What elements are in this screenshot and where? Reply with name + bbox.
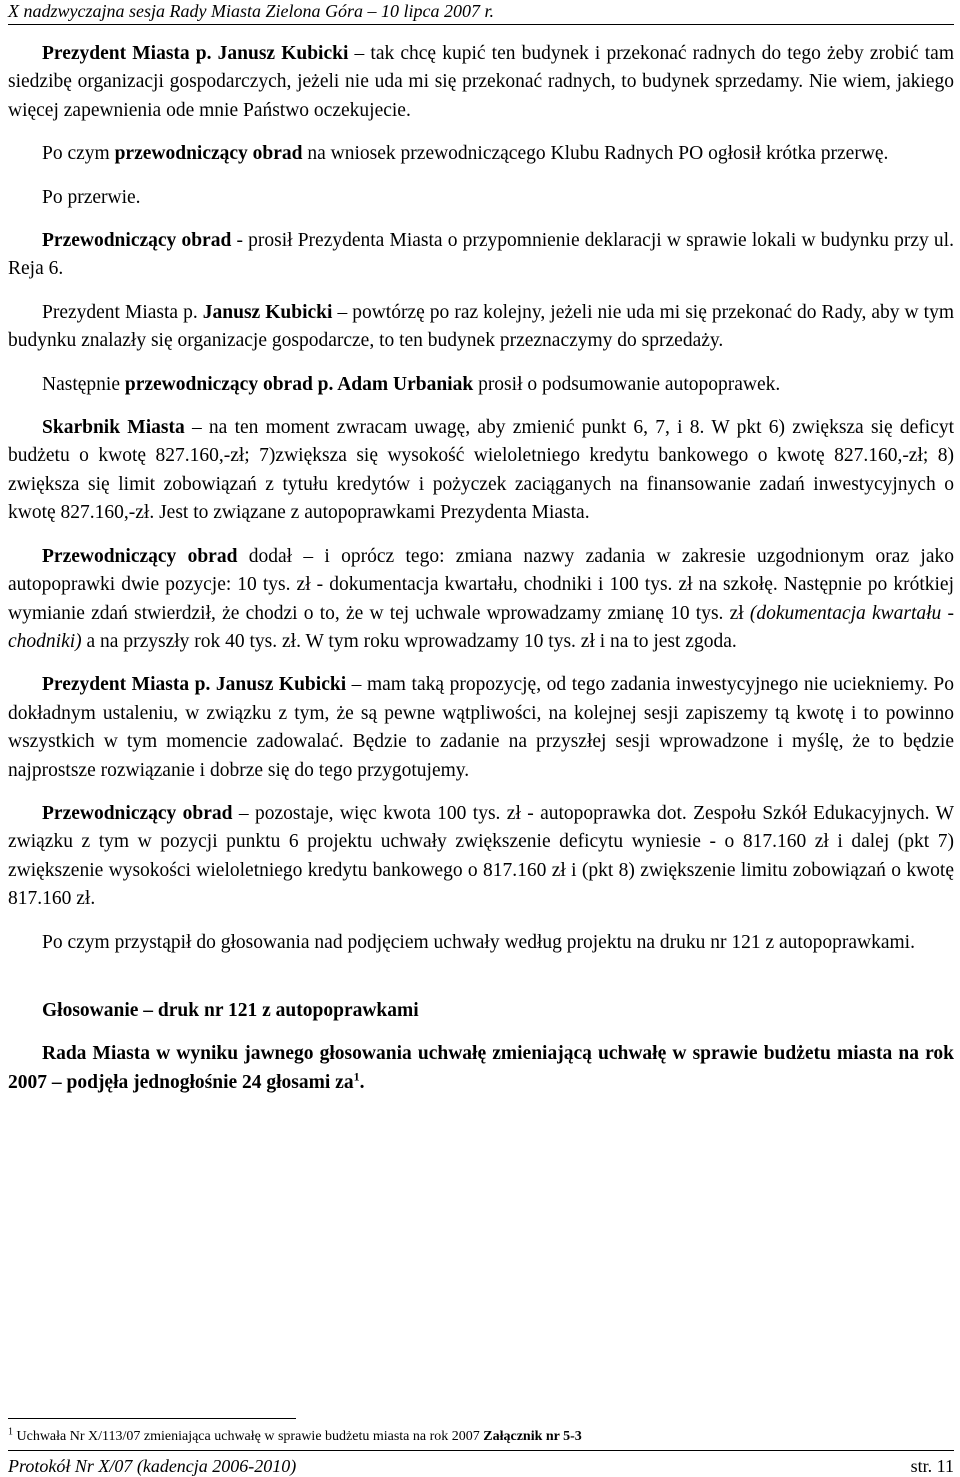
speaker-name: Przewodniczący obrad (42, 545, 238, 567)
paragraph-text: dodał – i oprócz tego: zmiana nazwy zadania w zakresie uzgodnionym oraz jako autopoprawki dwie pozycje: 10 tys. zł - dokumentacja kwartału, chodniki i 100 tys. zł na szkołę. Następnie po krótkiej wymianie zdań stwierdził, że chodzi o to, że w tej uchwale wprowadzamy zmianę 10 tys. zł (8, 545, 954, 624)
speaker-name: Prezydent Miasta p. (42, 301, 198, 323)
vote-heading (8, 997, 954, 1025)
paragraph-treasurer (8, 414, 954, 528)
resolution-text: Rada Miasta w wyniku jawnego głosowania uchwałę zmieniającą uchwałę w sprawie budżetu miasta na rok 2007 – podjęła jednogłośnie 24 głosami za (8, 1043, 954, 1093)
page-header (8, 0, 954, 25)
paragraph-text: a na przyszły rok 40 tys. zł. W tym roku wprowadzamy 10 tys. zł i na to jest zgoda. (81, 630, 737, 652)
footnote-divider (8, 1418, 296, 1419)
speaker-name: Przewodniczący obrad (42, 802, 233, 824)
speaker-name: Przewodniczący obrad (42, 230, 232, 252)
paragraph-president-1 (8, 40, 954, 125)
paragraph-text: na wniosek przewodniczącego Klubu Radnych PO ogłosił krótka przerwę. (302, 143, 889, 165)
speaker-name: przewodniczący obrad (114, 143, 303, 165)
paragraph-italic-text: (dokumentacja kwartału - chodniki) (8, 602, 954, 652)
paragraph-after-break (8, 184, 954, 212)
speaker-name: przewodniczący obrad p. Adam Urbaniak (124, 373, 474, 395)
paragraph-text: – tak chcę kupić ten budynek i przekonać radnych do tego żeby zrobić tam siedzibę organizacji gospodarczych, jeżeli nie uda mi się przekonać radnych, to budynek sprzedamy. Nie wiem, jakiego więcej zapewnienia ode mnie Państwo oczekujecie. (8, 43, 954, 121)
header-title: X nadzwyczajna sesja Rady Miasta Zielona Góra – 10 lipca 2007 r. (8, 1, 494, 21)
paragraph-text: Następnie (42, 373, 125, 395)
page-number: str. 11 (910, 1456, 954, 1476)
vote-heading-text: Głosowanie – druk nr 121 z autopoprawkami (42, 999, 419, 1021)
speaker-name: Skarbnik Miasta (42, 417, 185, 439)
paragraph-president-2 (8, 299, 954, 356)
footnote (8, 1428, 954, 1446)
footer-protocol: Protokół Nr X/07 (kadencja 2006-2010) (8, 1456, 297, 1476)
paragraph-text: Po czym przystąpił do głosowania nad podjęciem uchwały według projektu na druku nr 121 z autopoprawkami. (42, 931, 915, 953)
paragraph-chair-2 (8, 371, 954, 399)
paragraph-text: Po przerwie. (42, 186, 141, 208)
resolution-end: . (359, 1071, 365, 1093)
paragraph-president-3 (8, 671, 954, 785)
speaker-name: Janusz Kubicki (197, 301, 333, 323)
footnote-number: 1 (8, 1426, 13, 1438)
paragraph-voting-start (8, 929, 954, 957)
paragraph-chair-3 (8, 543, 954, 657)
paragraph-break-announcement (8, 140, 954, 168)
speaker-name: Prezydent Miasta p. Janusz Kubicki (42, 43, 349, 64)
paragraph-text: prosił o podsumowanie autopoprawek. (473, 373, 781, 395)
footnote-reference[interactable]: 1 (353, 1069, 360, 1084)
page-footer (8, 1450, 954, 1477)
resolution-result (8, 1040, 954, 1097)
document-body (8, 40, 954, 1097)
footnote-text: Uchwała Nr X/113/07 zmieniająca uchwałę w sprawie budżetu miasta na rok 2007 (13, 1429, 484, 1444)
paragraph-text: - prosił Prezydenta Miasta o przypomnienie deklaracji w sprawie lokali w budynku przy ul. Reja 6. (8, 230, 954, 280)
paragraph-text: – mam taką propozycję, od tego zadania inwestycyjnego nie uciekniemy. Po dokładnym ustaleniu, w związku z tym, że są pewne wątpliwości, na kolejnej sesji zapiszemy tą kwotę i to powinno wszystkich w tym momencie zadowalać. Będzie to zadanie na przyszłej sesji wprowadzone i myślę, że to będzie najprostsze rozwiązanie i dobrze się do tego przygotujemy. (8, 674, 954, 781)
speaker-name: Prezydent Miasta p. Janusz Kubicki (42, 674, 347, 696)
paragraph-chair-4 (8, 800, 954, 914)
paragraph-text: – powtórzę po raz kolejny, jeżeli nie uda mi się przekonać do Rady, aby w tym budynku znalazły się organizacje gospodarcze, to ten budynek przeznaczymy do sprzedaży. (8, 301, 954, 352)
footnote-attachment: Załącznik nr 5-3 (483, 1429, 582, 1444)
paragraph-text: Po czym (42, 143, 115, 165)
paragraph-text: – pozostaje, więc kwota 100 tys. zł - autopoprawka dot. Zespołu Szkół Edukacyjnych. W związku z tym w pozycji punktu 6 projektu uchwały zwiększenie deficytu wyniesie - o 817.160 zł i dalej (pkt 7) zwiększenie wysokości wieloletniego kredytu bankowego o 817.160 zł i (pkt 8) zwiększenie limitu zobowiązań o kwotę 817.160 zł. (8, 802, 954, 910)
paragraph-text: – na ten moment zwracam uwagę, aby zmienić punkt 6, 7, i 8. W pkt 6) zwiększa się deficyt budżetu o kwotę 827.160,-zł; 7)zwiększa się wysokość wieloletniego kredytu bankowego o kwotę 827.160,-zł; 8) zwiększa się limit zobowiązań z tytułu kredytów i pożyczek zaciąganych na finansowanie zadań inwestycyjnych o kwotę 827.160,-zł. Jest to związane z autopoprawkami Prezydenta Miasta. (8, 417, 954, 524)
paragraph-chair-1 (8, 227, 954, 284)
